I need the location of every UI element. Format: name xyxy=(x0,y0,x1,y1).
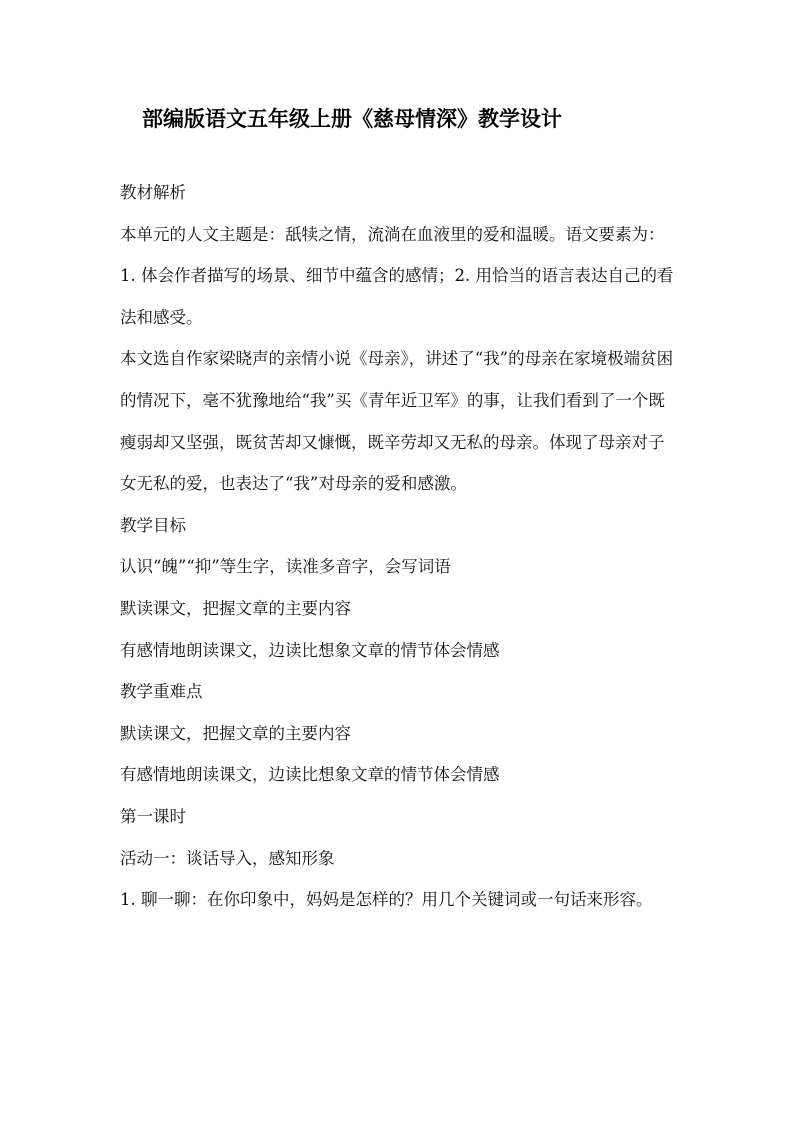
activity-step: 1. 聊一聊：在你印象中，妈妈是怎样的？用几个关键词或一句话来形容。 xyxy=(120,890,653,910)
key-point-item: 默读课文，把握文章的主要内容 xyxy=(120,723,351,743)
goal-item: 认识“魄”“抑”等生字，读准多音字，会写词语 xyxy=(120,557,451,577)
document-title: 部编版语文五年级上册《慈母情深》教学设计 xyxy=(142,107,562,131)
goal-item: 有感情地朗读课文，边读比想象文章的情节体会情感 xyxy=(120,640,500,660)
paragraph-unit-theme: 本单元的人文主题是：舐犊之情，流淌在血液里的爱和温暖。语文要素为：1. 体会作者描写的场景、细节中蕴含的感情；2. 用恰当的语言表达自己的看法和感受。 xyxy=(120,224,674,327)
goal-item: 默读课文，把握文章的主要内容 xyxy=(120,598,351,618)
lesson-heading: 第一课时 xyxy=(120,806,186,826)
activity-heading: 活动一：谈话导入，感知形象 xyxy=(120,848,335,868)
section-heading-key-points: 教学重难点 xyxy=(120,682,203,702)
key-point-item: 有感情地朗读课文，边读比想象文章的情节体会情感 xyxy=(120,765,500,785)
document-body xyxy=(120,172,680,921)
section-heading-goals: 教学目标 xyxy=(120,515,186,535)
paragraph-text-summary: 本文选自作家梁晓声的亲情小说《母亲》，讲述了“我”的母亲在家境极端贫困的情况下，毫不犹豫地给“我”买《青年近卫军》的事，让我们看到了一个既瘦弱却又坚强，既贫苦却又慷慨，既辛劳却又无私的母亲。体现了母亲对子女无私的爱，也表达了“我”对母亲的爱和感激。 xyxy=(120,349,674,494)
section-heading-material: 教材解析 xyxy=(120,183,186,202)
